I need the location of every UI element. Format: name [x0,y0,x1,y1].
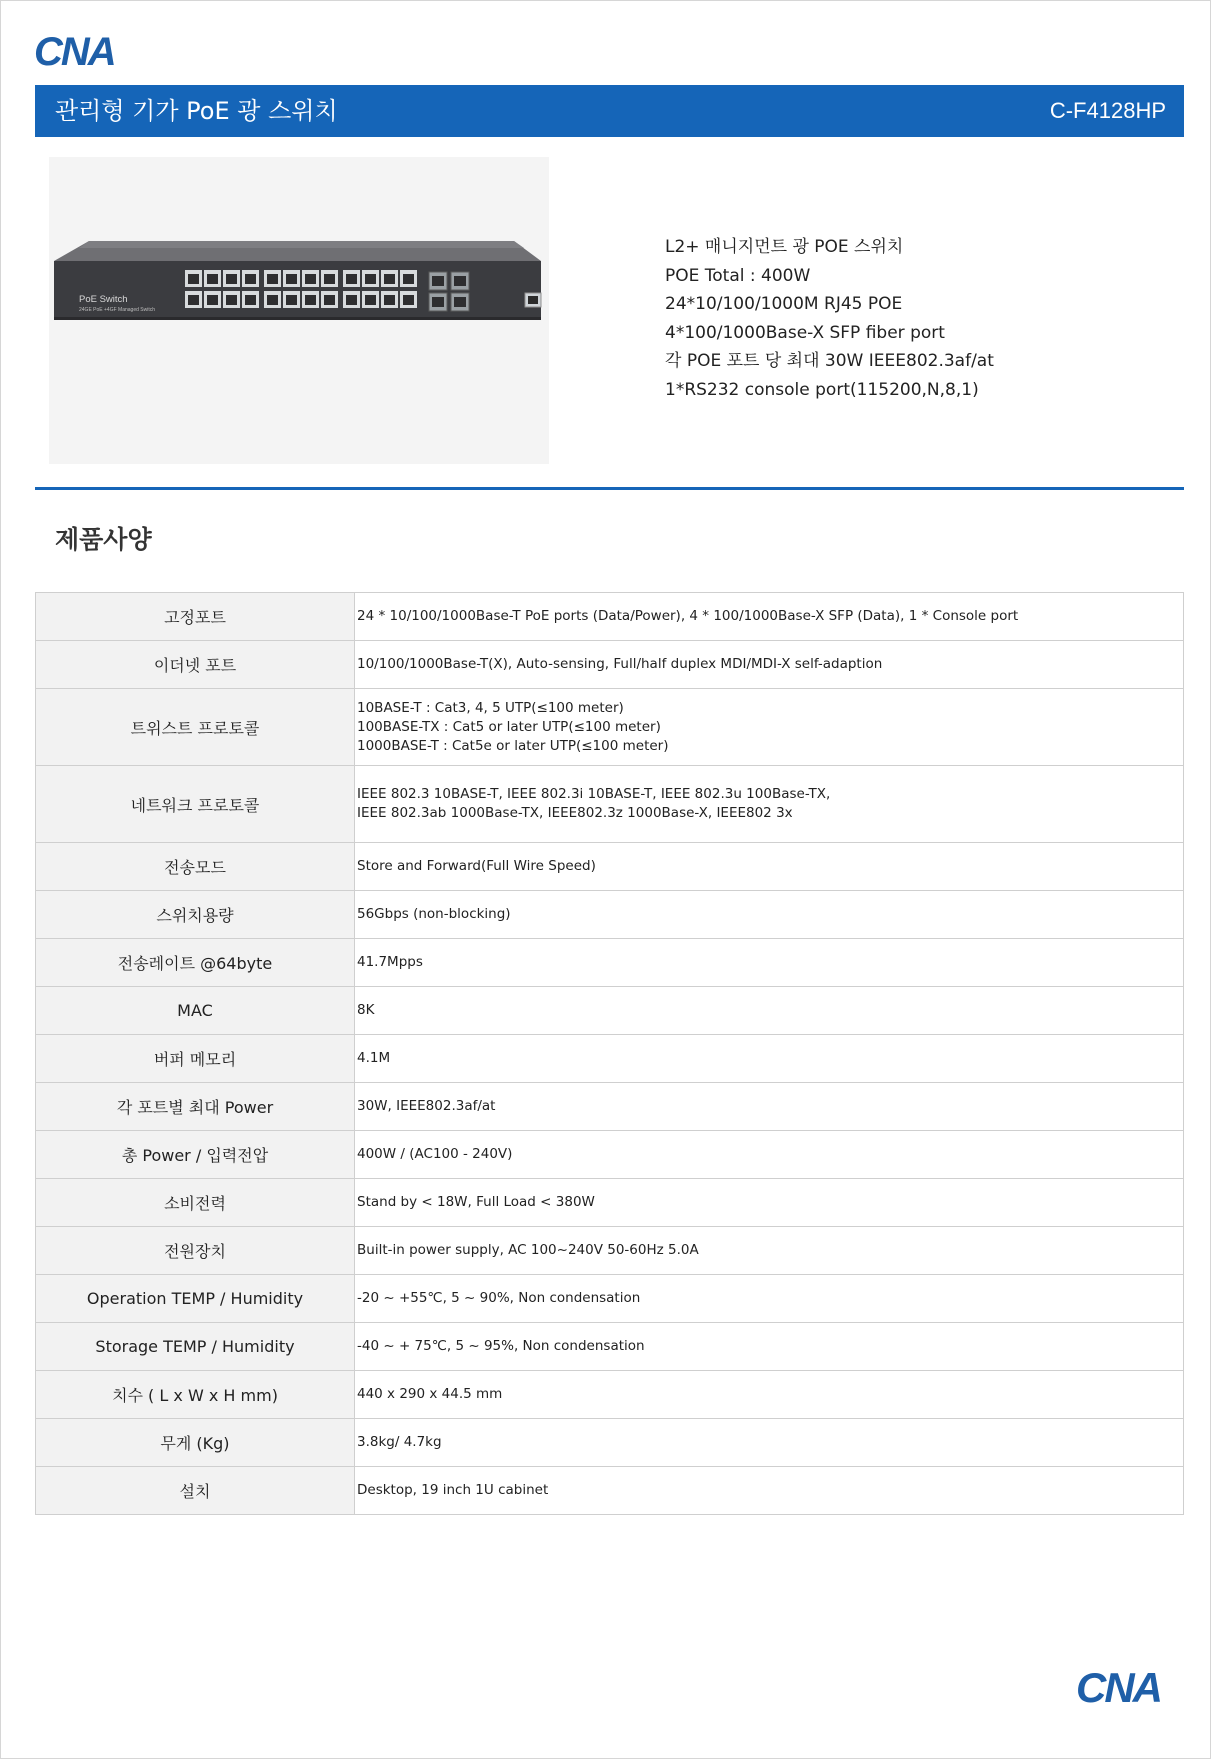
spec-label: 고정포트 [36,593,355,641]
spec-label: 치수 ( L x W x H mm) [36,1371,355,1419]
feature-item: 1*RS232 console port(115200,N,8,1) [665,379,979,400]
spec-label: 트위스트 프로토콜 [36,689,355,766]
spec-label: 전원장치 [36,1227,355,1275]
spec-value-line: Stand by < 18W, Full Load < 380W [357,1194,595,1210]
spec-value-line: 24 * 10/100/1000Base-T PoE ports (Data/Power), 4 * 100/1000Base-X SFP (Data), 1 * Console port [357,608,1019,624]
spec-row [36,641,1184,689]
device-label: PoE Switch [79,294,128,305]
spec-value-line: 3.8kg/ 4.7kg [357,1434,442,1450]
spec-label: Operation TEMP / Humidity [36,1275,355,1323]
spec-row [36,1467,1184,1515]
spec-label: 각 포트별 최대 Power [36,1083,355,1131]
spec-value [355,1035,1184,1083]
spec-row [36,1371,1184,1419]
spec-value-line: 100BASE-TX : Cat5 or later UTP(≤100 meter) [357,718,661,735]
spec-table [35,592,1184,1515]
spec-row [36,766,1184,843]
spec-row [36,1275,1184,1323]
spec-label: 이더넷 포트 [36,641,355,689]
spec-value [355,1179,1184,1227]
spec-label: 전송모드 [36,843,355,891]
spec-value [355,1371,1184,1419]
title-bar [35,85,1184,137]
spec-label: Storage TEMP / Humidity [36,1323,355,1371]
feature-item: POE Total : 400W [665,265,811,286]
spec-row [36,593,1184,641]
spec-value [355,1323,1184,1371]
spec-value [355,939,1184,987]
spec-value [355,1467,1184,1515]
spec-value-line: 41.7Mpps [357,954,423,970]
feature-item: L2+ 매니지먼트 광 POE 스위치 [665,237,904,257]
spec-value [355,891,1184,939]
spec-value [355,766,1184,843]
spec-label: 버퍼 메모리 [36,1035,355,1083]
spec-value-line: 4.1M [357,1050,391,1066]
spec-row [36,1083,1184,1131]
spec-value [355,1131,1184,1179]
spec-value-line: IEEE 802.3ab 1000Base-TX, IEEE802.3z 1000Base-X, IEEE802 3x [357,805,793,821]
spec-value [355,593,1184,641]
spec-value-line: 400W / (AC100 - 240V) [357,1146,513,1162]
spec-value [355,689,1184,766]
spec-section-title: 제품사양 [55,525,152,554]
spec-row [36,1227,1184,1275]
spec-value-line: -40 ~ + 75℃, 5 ~ 95%, Non condensation [357,1338,645,1354]
spec-label: 설치 [36,1467,355,1515]
spec-value [355,1275,1184,1323]
spec-value-line: 1000BASE-T : Cat5e or later UTP(≤100 meter) [357,737,669,754]
feature-item: 각 POE 포트 당 최대 30W IEEE802.3af/at [665,351,994,371]
spec-row [36,843,1184,891]
spec-value-line: 10/100/1000Base-T(X), Auto-sensing, Full/half duplex MDI/MDI-X self-adaption [357,656,883,672]
spec-value-line: -20 ~ +55℃, 5 ~ 90%, Non condensation [357,1290,641,1306]
spec-row [36,1035,1184,1083]
spec-value-line: Desktop, 19 inch 1U cabinet [357,1482,549,1498]
feature-list [665,233,1125,404]
spec-value-line: Store and Forward(Full Wire Speed) [357,858,596,874]
spec-value-line: Built-in power supply, AC 100~240V 50-60Hz 5.0A [357,1242,699,1258]
spec-label: 네트워크 프로토콜 [36,766,355,843]
device-sublabel: 24GE PoE +4GF Managed Switch [79,307,156,313]
spec-row [36,1419,1184,1467]
spec-row [36,1131,1184,1179]
spec-row [36,1323,1184,1371]
cna-logo-top: CNA [34,30,115,74]
spec-value-line: 10BASE-T : Cat3, 4, 5 UTP(≤100 meter) [357,699,624,716]
spec-value [355,641,1184,689]
spec-row [36,1179,1184,1227]
spec-label: MAC [36,987,355,1035]
spec-label: 소비전력 [36,1179,355,1227]
spec-label: 무게 (Kg) [36,1419,355,1467]
spec-row [36,891,1184,939]
spec-value-line: 440 x 290 x 44.5 mm [357,1386,503,1402]
model-number: C-F4128HP [1049,98,1166,123]
spec-value-line: IEEE 802.3 10BASE-T, IEEE 802.3i 10BASE-T, IEEE 802.3u 100Base-TX, [357,786,831,802]
spec-row [36,689,1184,766]
spec-label: 스위치용량 [36,891,355,939]
spec-value [355,1083,1184,1131]
spec-value [355,1227,1184,1275]
product-title: 관리형 기가 PoE 광 스위치 [55,97,338,125]
section-divider [35,487,1184,490]
spec-value [355,843,1184,891]
product-photo [49,157,549,464]
spec-value-line: 56Gbps (non-blocking) [357,906,511,922]
switch-illustration [49,157,549,464]
spec-value-line: 8K [357,1002,375,1018]
spec-row [36,939,1184,987]
spec-label: 전송레이트 @64byte [36,939,355,987]
spec-label: 총 Power / 입력전압 [36,1131,355,1179]
spec-value [355,987,1184,1035]
cna-logo-bottom: CNA [1076,1664,1161,1711]
spec-row [36,987,1184,1035]
feature-item: 24*10/100/1000M RJ45 POE [665,294,903,314]
spec-value [355,1419,1184,1467]
spec-value-line: 30W, IEEE802.3af/at [357,1098,496,1114]
feature-item: 4*100/1000Base-X SFP fiber port [665,322,945,343]
